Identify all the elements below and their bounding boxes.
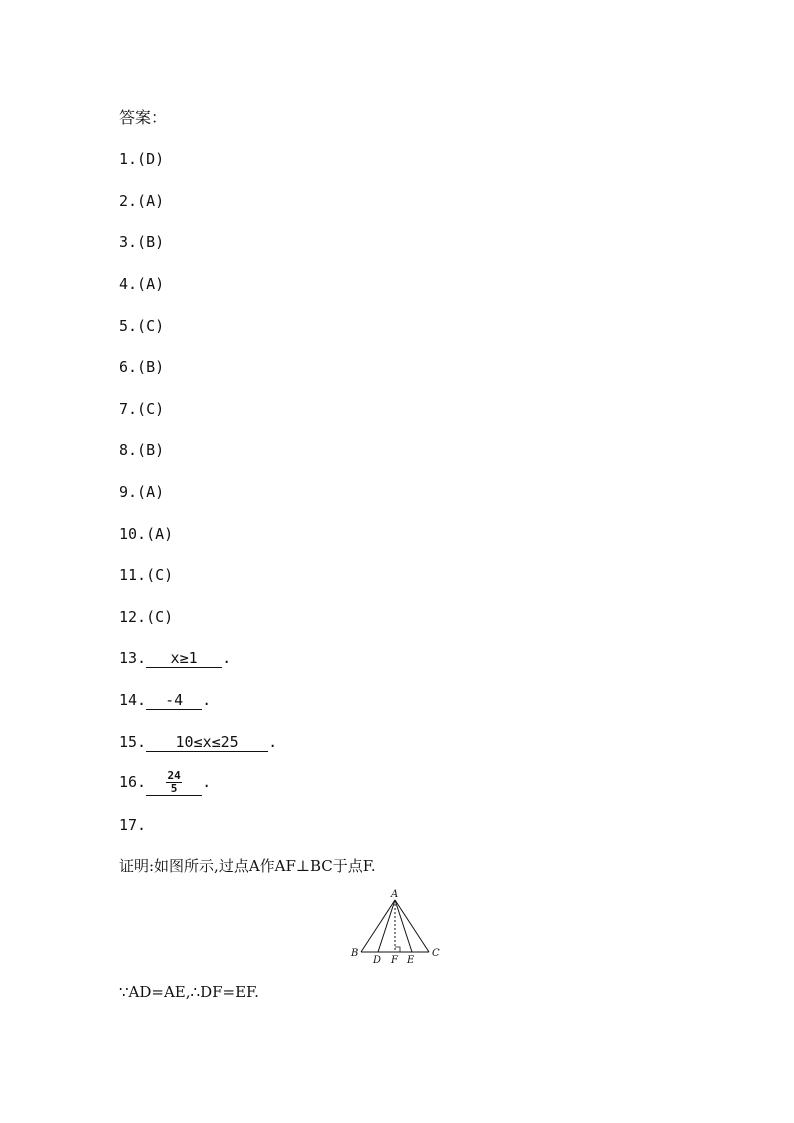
- question-number: 15.: [119, 733, 147, 751]
- side-ab: [361, 900, 395, 952]
- answer-item: 5.(C): [119, 317, 165, 335]
- question-17-number: 17.: [119, 816, 147, 834]
- question-number: 14.: [119, 691, 147, 709]
- answer-item: 12.(C): [119, 608, 174, 626]
- label-b: B: [351, 948, 359, 959]
- answer-item: 10.(A): [119, 525, 174, 543]
- segment-ae: [395, 900, 412, 952]
- question-number: 13.: [119, 649, 147, 667]
- answer-blank: x≥1: [146, 649, 222, 668]
- label-c: C: [432, 948, 440, 959]
- label-d: D: [373, 955, 382, 966]
- answer-item: 1.(D): [119, 150, 165, 168]
- answer-item: 9.(A): [119, 483, 165, 501]
- question-number: 16.: [119, 773, 147, 791]
- answer-item: 3.(B): [119, 233, 165, 251]
- answer-blank: 10≤x≤25: [146, 733, 268, 752]
- side-ac: [395, 900, 429, 952]
- triangle-figure: [348, 888, 443, 966]
- fill-answer-16: [119, 766, 211, 798]
- answer-item: 4.(A): [119, 275, 165, 293]
- period: .: [268, 733, 278, 751]
- fill-answer-14: [119, 690, 211, 710]
- period: .: [202, 691, 212, 709]
- proof-step-1: ∵AD=AE,∴DF=EF.: [119, 983, 259, 1001]
- answer-heading: 答案：: [119, 108, 168, 127]
- fraction-numerator: 24: [167, 769, 181, 782]
- fill-answer-13: [119, 648, 231, 668]
- answer-item: 6.(B): [119, 358, 165, 376]
- answer-item: 7.(C): [119, 400, 165, 418]
- proof-intro: 证明:如图所示,过点A作AF⊥BC于点F.: [119, 857, 376, 875]
- answer-item: 11.(C): [119, 566, 174, 584]
- answer-item: 8.(B): [119, 441, 165, 459]
- answer-blank: -4: [146, 691, 202, 710]
- period: .: [202, 773, 212, 791]
- answer-blank: [146, 770, 202, 796]
- segment-ad: [378, 900, 395, 952]
- label-e: E: [407, 955, 415, 966]
- fill-answer-15: [119, 732, 277, 752]
- label-f: F: [391, 955, 398, 966]
- fraction-denominator: 5: [170, 782, 178, 795]
- right-angle-mark: [395, 947, 400, 952]
- fraction: [166, 770, 181, 795]
- period: .: [222, 649, 232, 667]
- label-a: A: [391, 889, 399, 900]
- answer-item: 2.(A): [119, 192, 165, 210]
